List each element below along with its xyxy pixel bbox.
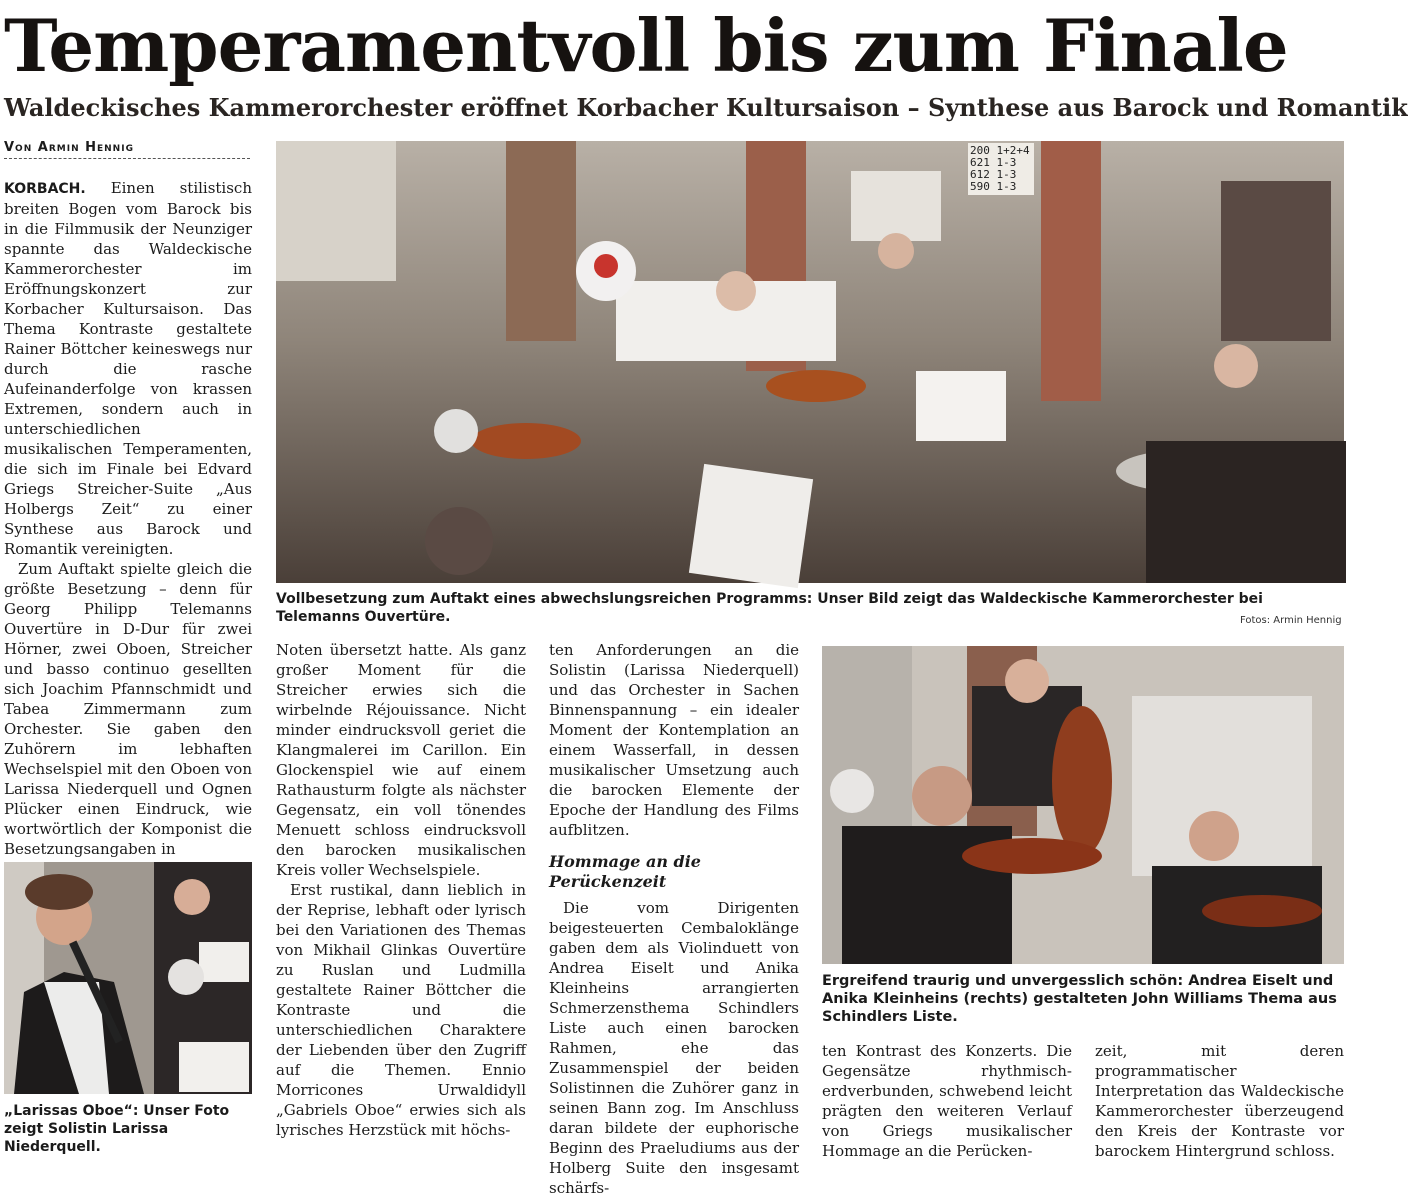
dateline: KORBACH. bbox=[4, 181, 86, 197]
paragraph: Die vom Dirigenten beigesteuerten Cembaloklänge gaben dem als Violinduett von Andrea Eiselt und Anika Kleinheins arrangierten Schmerzensthema Schindlers Liste auch einen barocken Rahmen, ehe das Zusammenspiel der beiden Solistinnen die Zuhörer ganz in seinen Bann zog. Im Anschluss daran bildete der euphorische Beginn des Praeludiums aus der Holberg Suite den insgesamt schärfs- bbox=[549, 899, 799, 1197]
paragraph: Noten übersetzt hatte. Als ganz großer Moment für die Streicher erwies sich die wirbelnde Réjouissance. Nicht minder eindrucksvoll geriet die Klangmalerei im Carillon. Ein Glockenspiel wie auf einem Rathausturm folgte als nächster Gegensatz, ein voll tönendes Menuett schloss eindrucksvoll den barocken musikalischen Kreis voller Wechselspiele. bbox=[276, 641, 526, 879]
article-column-3 bbox=[549, 640, 799, 1197]
article-column-1 bbox=[4, 178, 252, 858]
oboe-soloist-photo bbox=[4, 862, 252, 1094]
duet-photo-caption: Ergreifend traurig und unvergesslich schön: Andrea Eiselt und Anika Kleinheins (rechts) gestalteten John Williams Thema aus Schindlers Liste. bbox=[822, 973, 1337, 1025]
photo-credit: Fotos: Armin Hennig bbox=[1240, 615, 1342, 626]
hymn-number: 621 1-3 bbox=[970, 156, 1017, 169]
article-column-5 bbox=[1095, 1041, 1344, 1161]
hymn-board bbox=[968, 143, 1034, 195]
hymn-number: 590 1-3 bbox=[970, 180, 1017, 193]
paragraph: Erst rustikal, dann lieblich in der Reprise, lebhaft oder lyrisch bei den Variationen des Themas von Mikhail Glinkas Ouvertüre zu Ruslan und Ludmilla gestaltete Rainer Böttcher die Kontraste und die unterschiedlichen Charaktere der Liebenden über den Zugriff auf die Themen. Ennio Morricones Urwaldidyll „Gabriels Oboe“ erwies sich als lyrisches Herzstück mit höchs- bbox=[276, 881, 526, 1139]
main-photo-caption: Vollbesetzung zum Auftakt eines abwechslungsreichen Programms: Unser Bild zeigt das Waldeckische Kammerorchester bei Telemanns Ouvertüre. bbox=[276, 591, 1263, 625]
section-subhead: Hommage an die Perückenzeit bbox=[549, 852, 701, 891]
paragraph: ten Anforderungen an die Solistin (Larissa Niederquell) und das Orchester in Sachen Binnenspannung – ein idealer Moment der Kontemplation an einem Wasserfall, in dessen musikalischer Umsetzung auch die barocken Elemente der Epoche der Handlung des Films aufblitzen. bbox=[549, 641, 799, 839]
article-column-2 bbox=[276, 640, 526, 1160]
paragraph: zeit, mit deren programmatischer Interpretation das Waldeckische Kammerorchester überzeugend den Kreis der Kontraste vor barockem Hintergrund schloss. bbox=[1095, 1042, 1344, 1160]
article-column-4 bbox=[822, 1041, 1072, 1161]
byline: Von Armin Hennig bbox=[4, 140, 250, 159]
orchestra-photo bbox=[276, 141, 1344, 583]
hymn-number: 612 1-3 bbox=[970, 168, 1017, 181]
oboe-photo-caption: „Larissas Oboe“: Unser Foto zeigt Solistin Larissa Niederquell. bbox=[4, 1103, 230, 1155]
paragraph: Zum Auftakt spielte gleich die größte Besetzung – denn für Georg Philipp Telemanns Ouvertüre in D-Dur für zwei Hörner, zwei Oboen, Streicher und basso continuo gesellten sich Joachim Pfannschmidt und Tabea Zimmermann zum Orchester. Sie gaben den Zuhörern im lebhaften Wechselspiel mit den Oboen von Larissa Niederquell und Ognen Plücker einen Eindruck, wie wortwörtlich der Komponist die Besetzungsangaben in bbox=[4, 560, 252, 858]
hymn-number: 200 1+2+4 bbox=[970, 144, 1030, 157]
paragraph: ten Kontrast des Konzerts. Die Gegensätze rhythmisch-erdverbunden, schwebend leicht prägten den weiteren Verlauf von Griegs musikalischer Hommage an die Perücken- bbox=[822, 1042, 1072, 1160]
paragraph: Einen stilistisch breiten Bogen vom Barock bis in die Filmmusik der Neunziger spannte das Waldeckische Kammerorchester im Eröffnungskonzert zur Korbacher Kultursaison. Das Thema Kontraste gestaltete Rainer Böttcher keineswegs nur durch die rasche Aufeinanderfolge von krassen Extremen, sondern auch in unterschiedlichen musikalischen Temperamenten, die sich im Finale bei Edvard Griegs Streicher-Suite „Aus Holbergs Zeit“ zu einer Synthese aus Barock und Romantik vereinigten. bbox=[4, 179, 252, 558]
violin-duet-photo bbox=[822, 646, 1344, 964]
subheadline: Waldeckisches Kammerorchester eröffnet Korbacher Kultursaison – Synthese aus Barock und Romantik bbox=[4, 93, 1408, 122]
headline: Temperamentvoll bis zum Finale bbox=[4, 3, 1288, 88]
